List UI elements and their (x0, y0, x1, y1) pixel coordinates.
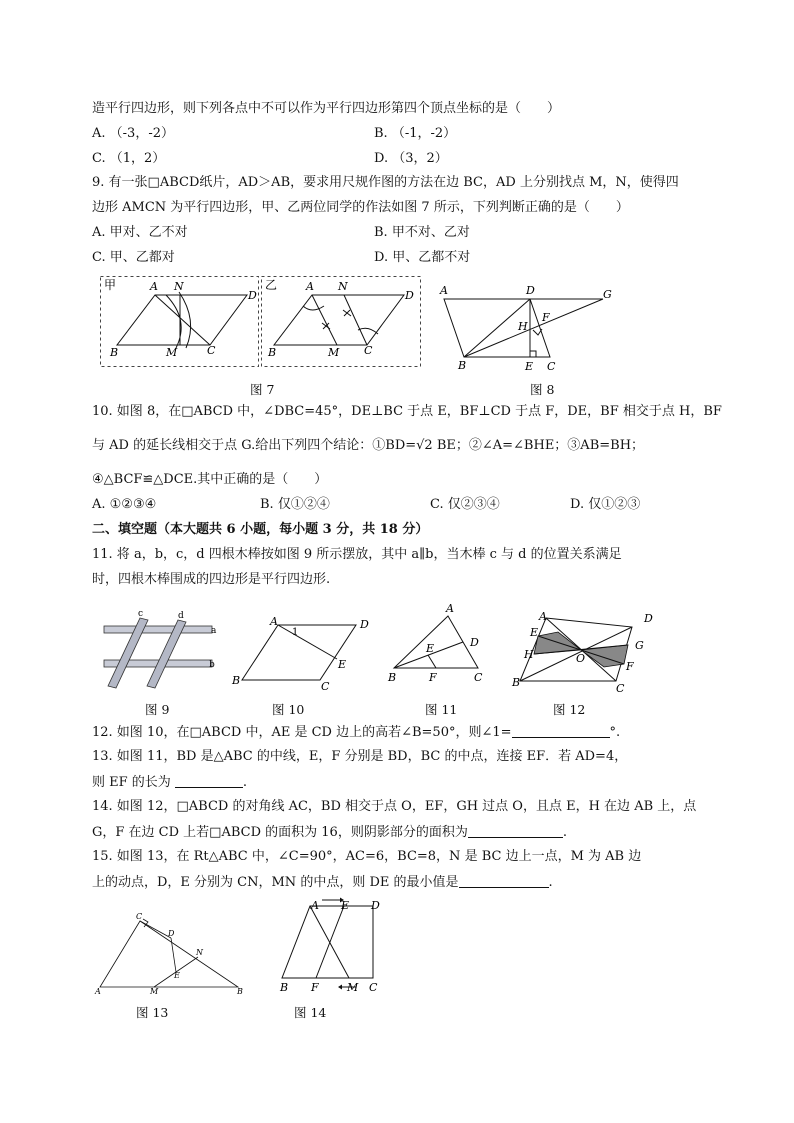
fig7b-label-C: C (364, 344, 373, 357)
q15-tail: . (548, 875, 553, 890)
fig7a-label-N: N (174, 280, 184, 293)
q13-tail: . (242, 775, 248, 790)
q8-option-b: B. （-1，-2） (374, 126, 457, 141)
fig12-label-E: E (530, 626, 539, 639)
q12-tail: °. (609, 725, 621, 740)
fig11-label-D: D (470, 636, 479, 649)
q15-line2 (92, 873, 553, 892)
fig10-label-B: B (232, 674, 241, 687)
q14-line1: 14. 如图 12，□ABCD 的对角线 AC，BD 相交于点 O，EF，GH 过点 O，且点 E，H 在边 AB 上，点 (92, 799, 697, 814)
q9-option-c: C. 甲、乙都对 (92, 250, 175, 265)
fig7-caption: 图 7 (250, 382, 275, 397)
figure-7 (100, 276, 422, 368)
figure-9 (100, 610, 225, 692)
q10-option-d: D. 仅①②③ (570, 497, 641, 512)
fig11-label-B: B (388, 671, 397, 684)
section-2-heading: 二、填空题（本大题共 6 小题，每小题 3 分，共 18 分） (92, 522, 429, 537)
q11-line2: 时，四根木棒围成的四边形是平行四边形. (92, 572, 331, 587)
fig7a-label-M: M (166, 346, 178, 359)
fig11-label-F: F (429, 671, 437, 684)
q14-line2 (92, 823, 567, 842)
fig12-label-G: G (635, 639, 644, 652)
q14-tail: . (562, 825, 567, 840)
fig11-caption: 图 11 (425, 702, 458, 717)
q10-line2: 与 AD 的延长线相交于点 G.给出下列四个结论：①BD=√2 BE；②∠A=∠BHE；③AB=BH； (92, 438, 645, 453)
fig9-caption: 图 9 (145, 702, 170, 717)
fig10-label-1: 1 (292, 627, 299, 638)
q15-answer-blank[interactable] (459, 873, 549, 888)
fig7b-label-A: A (306, 280, 314, 293)
q13-line1: 13. 如图 11，BD 是△ABC 的中线，E，F 分别是 BD，BC 的中点，连接 EF．若 AD=4， (92, 749, 628, 764)
fig14-label-F: F (311, 981, 319, 994)
fig14-label-B: B (280, 981, 289, 994)
q10-option-a: A. ①②③④ (92, 497, 157, 512)
fig12-label-O: O (576, 652, 586, 665)
fig10-caption: 图 10 (272, 702, 305, 717)
fig14-caption: 图 14 (294, 1005, 327, 1020)
fig8-label-G: G (603, 288, 612, 301)
fig14-label-M: M (347, 981, 359, 994)
fig9-label-a: a (211, 626, 217, 636)
figure-10 (228, 614, 378, 694)
fig10-label-A: A (270, 615, 278, 628)
q12-answer-blank[interactable] (512, 723, 610, 738)
figure-12 (508, 606, 658, 698)
q14-text: G，F 在边 CD 上若□ABCD 的面积为 16，则阴影部分的面积为 (92, 825, 468, 840)
fig12-label-A: A (539, 610, 547, 623)
q13-text: 则 EF 的长为 (92, 775, 171, 790)
fig8-label-B: B (458, 359, 467, 372)
fig13-label-M: M (150, 987, 159, 996)
fig12-label-F: F (626, 660, 634, 673)
fig7a-label-A: A (150, 280, 158, 293)
fig9-label-b: b (209, 660, 215, 670)
fig7b-label-M: M (328, 346, 340, 359)
figure-11 (384, 602, 494, 688)
fig12-label-D: D (644, 612, 653, 625)
fig7-tag-yi: 乙 (265, 278, 278, 292)
fig10-label-E: E (338, 658, 347, 671)
q10-line1: 10. 如图 8，在□ABCD 中，∠DBC=45°，DE⊥BC 于点 E，BF⊥CD 于点 F，DE，BF 相交于点 H，BF (92, 404, 722, 419)
q9-option-b: B. 甲不对、乙对 (374, 225, 470, 240)
q13-line2 (92, 773, 247, 792)
fig12-caption: 图 12 (553, 702, 586, 717)
fig7a-label-D: D (248, 289, 257, 302)
q8-option-d: D. （3，2） (374, 151, 448, 166)
fig7a-label-C: C (207, 344, 216, 357)
fig11-label-C: C (474, 671, 483, 684)
q9-line1: 9. 有一张□ABCD纸片，AD＞AB，要求用尺规作图的方法在边 BC，AD 上分别找点 M，N，使得四 (92, 175, 679, 190)
fig7b-label-B: B (268, 346, 277, 359)
fig13-label-D: D (168, 929, 175, 938)
fig9-label-c: c (138, 609, 144, 619)
fig8-caption: 图 8 (530, 382, 555, 397)
fig12-label-B: B (512, 676, 521, 689)
fig12-label-C: C (616, 682, 625, 695)
q15-text: 上的动点，D，E 分别为 CN，MN 的中点，则 DE 的最小值是 (92, 875, 459, 890)
fig8-label-A: A (440, 284, 448, 297)
q13-answer-blank[interactable] (175, 773, 243, 788)
fig13-label-A: A (95, 987, 101, 996)
q12-line (92, 723, 620, 742)
fig8-label-D: D (526, 284, 535, 297)
fig8-label-E: E (525, 360, 534, 373)
fig7b-label-D: D (405, 289, 414, 302)
fig8-label-C: C (547, 360, 556, 373)
fig14-label-E: E (341, 899, 350, 912)
q8-option-c: C. （1，2） (92, 151, 166, 166)
fig12-label-H: H (524, 648, 534, 661)
q10-option-b: B. 仅①②④ (260, 497, 330, 512)
q8-text: 造平行四边形，则下列各点中不可以作为平行四边形第四个顶点坐标的是（ ） (92, 101, 561, 116)
q8-option-a: A. （-3，-2） (92, 126, 174, 141)
fig7-tag-jia: 甲 (104, 278, 117, 292)
fig8-label-F: F (542, 311, 550, 324)
q11-line1: 11. 将 a，b，c，d 四根木棒按如图 9 所示摆放，其中 a∥b，当木棒 c 与 d 的位置关系满足 (92, 547, 622, 562)
q9-option-a: A. 甲对、乙不对 (92, 225, 188, 240)
q15-line1: 15. 如图 13，在 Rt△ABC 中，∠C=90°，AC=6，BC=8，N 是 BC 边上一点，M 为 AB 边 (92, 849, 642, 864)
figure-13 (92, 912, 252, 998)
fig13-label-E: E (174, 971, 180, 980)
fig13-label-C: C (136, 912, 143, 921)
figure-14 (278, 896, 388, 996)
fig14-label-A: A (311, 899, 319, 912)
fig13-label-N: N (196, 948, 203, 957)
fig7b-label-N: N (338, 280, 348, 293)
fig8-label-H: H (518, 320, 528, 333)
q12-text: 12. 如图 10，在□ABCD 中，AE 是 CD 边上的高若∠B=50°，则∠1= (92, 725, 512, 740)
fig13-label-B: B (237, 987, 243, 996)
q14-answer-blank[interactable] (468, 823, 563, 838)
fig14-label-D: D (371, 899, 380, 912)
fig7a-label-B: B (110, 346, 119, 359)
fig10-label-C: C (321, 680, 330, 693)
q9-line2: 边形 AMCN 为平行四边形，甲、乙两位同学的作法如图 7 所示，下列判断正确的是（ ） (92, 200, 629, 215)
fig14-label-C: C (369, 981, 378, 994)
q9-option-d: D. 甲、乙都不对 (374, 250, 471, 265)
fig11-label-A: A (446, 602, 454, 615)
fig13-caption: 图 13 (136, 1005, 169, 1020)
fig11-label-E: E (426, 642, 435, 655)
q10-line3: ④△BCF≌△DCE.其中正确的是（ ） (92, 472, 328, 487)
q10-option-c: C. 仅②③④ (430, 497, 500, 512)
figure-8 (438, 284, 618, 374)
fig9-label-d: d (178, 611, 184, 621)
fig10-label-D: D (360, 618, 369, 631)
